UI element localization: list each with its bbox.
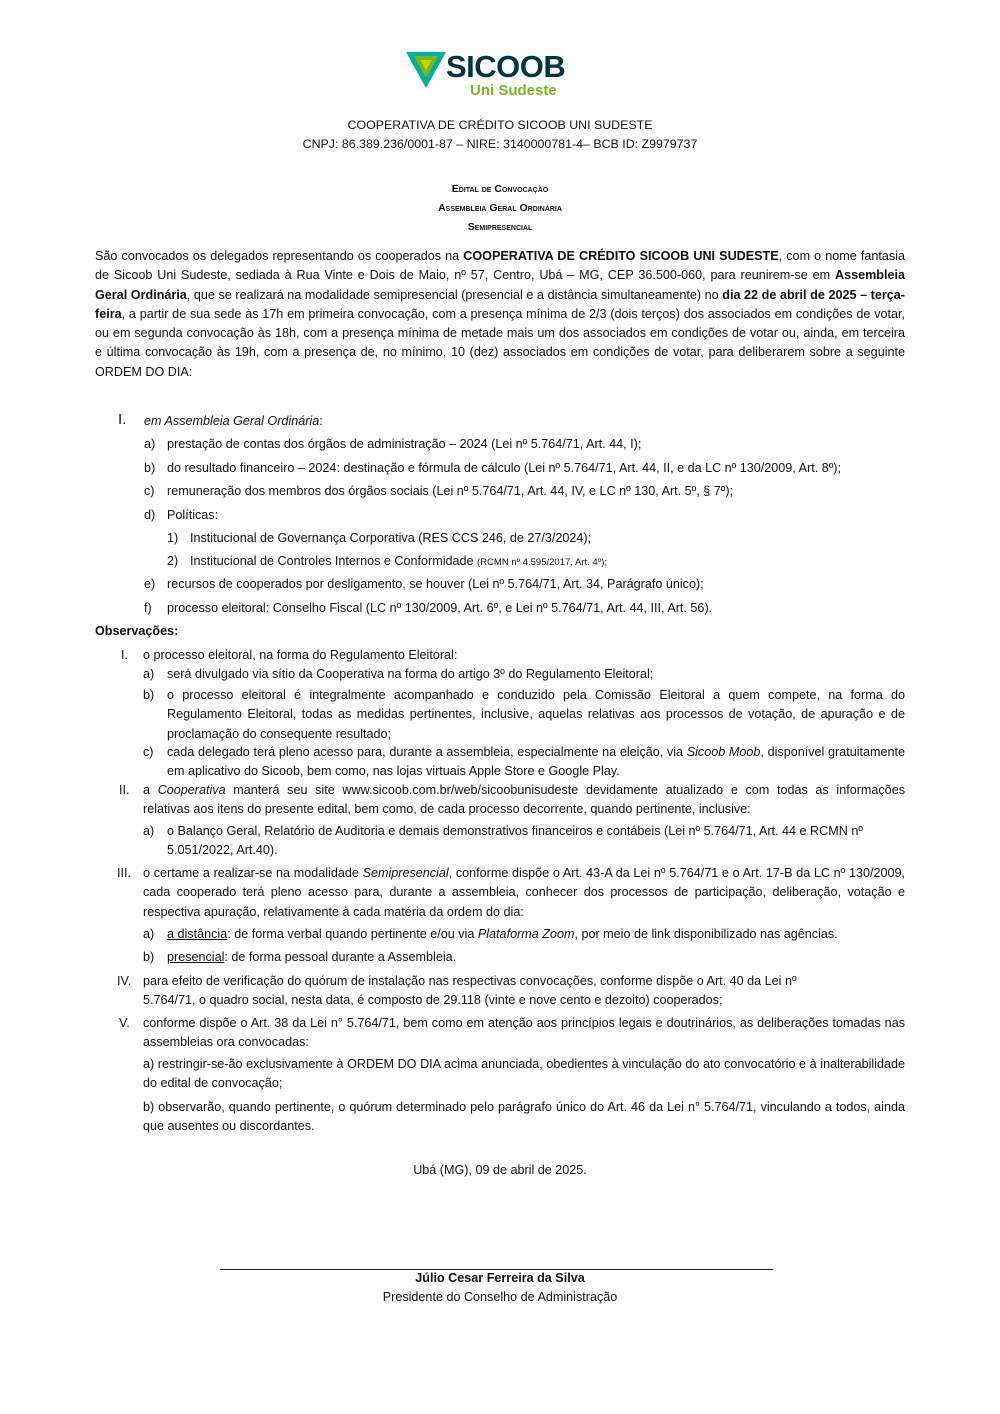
obs-heading: Observações: [95, 624, 179, 638]
obs-sub-marker: a) [143, 667, 155, 681]
obs-sub-item: o processo eleitoral é integralmente acompanhado e conduzido pela Comissão Eleitoral a quem compete, na forma do Regulamento Eleitoral, todas as medidas pertinentes, inclusive, aquelas relativas aos processos de votação, de apuração e de proclamação do consequente resultado; [167, 688, 905, 741]
signature-line [220, 1269, 773, 1270]
obs-deliberation-b: b) observarão, quando pertinente, o quórum determinado pelo parágrafo único do Art. 46 da Lei n° 5.764/71, vinculando a todos, ainda que ausentes ou discordantes. [143, 1100, 905, 1134]
org-name: COOPERATIVA DE CRÉDITO SICOOB UNI SUDESTE [347, 118, 653, 132]
intro-paragraph: São convocados os delegados representando os cooperados na COOPERATIVA DE CRÉDITO SICOOB UNI SUDESTE, com o nome fantasia de Sicoob Uni Sudeste, sediada à Rua Vinte e Dois de Maio, nº 57, Centro, Ubá – MG, CEP 36.500-060, para reunirem-se em Assembleia Geral Ordinária, que se realizará na modalidade semipresencial (presencial e a distância simultaneamente) no dia 22 de abril de 2025 – terça-feira, a partir de sua sede às 17h em primeira convocação, com a presença mínima de 2/3 (dois terços) dos associados em condições de votar, ou em segunda convocação às 18h, com a presença mínima de metade mais um dos associados em condições de votar ou, ainda, em terceira e última convocação às 19h, com a presença de, no mínimo, 10 (dez) associados em condições de votar, para deliberarem sobre a seguinte ORDEM DO DIA: [95, 249, 906, 379]
agenda-item-marker: f) [144, 601, 152, 615]
agenda-item: Políticas: [167, 508, 219, 522]
obs-marker: II. [119, 783, 130, 797]
agenda-heading: em Assembleia Geral Ordinária: [144, 414, 323, 428]
agenda-item-marker: d) [144, 508, 156, 522]
obs-marker: V. [119, 1016, 130, 1030]
obs-item: para efeito de verificação do quórum de instalação nas respectivas convocações, conforme dispõe o Art. 40 da Lei nº [143, 974, 797, 988]
logo-brand-text: SICOOB [446, 49, 566, 84]
agenda-item: processo eleitoral: Conselho Fiscal (LC nº 130/2009, Art. 6º, e Lei nº 5.764/71, Art. 44, III, Art. 56). [167, 601, 713, 615]
obs-sub-marker: b) [143, 688, 155, 702]
obs-sub-item: presencial: de forma pessoal durante a Assembleia. [167, 950, 457, 964]
agenda-item: prestação de contas dos órgãos de administração – 2024 (Lei nº 5.764/71, Art. 44, I); [167, 437, 642, 451]
doc-modality: Semipresencial [467, 221, 533, 233]
agenda-item: remuneração dos membros dos órgãos sociais (Lei nº 5.764/71, Art. 44, IV, e LC nº 130, Art. 5º, § 7º); [167, 484, 734, 498]
obs-sub-marker: a) [143, 824, 155, 838]
obs-marker: IV. [117, 974, 132, 988]
agenda-marker: I. [118, 411, 127, 428]
agenda-item-marker: a) [144, 437, 156, 451]
obs-item: o processo eleitoral, na forma do Regulamento Eleitoral: [143, 648, 458, 662]
agenda-item-marker: b) [144, 461, 156, 475]
logo-sub-text: Uni Sudeste [470, 82, 557, 99]
obs-sub-marker: a) [143, 927, 155, 941]
doc-subtitle: Assembleia Geral Ordinária [438, 202, 562, 214]
agenda-item: recursos de cooperados por desligamento, se houver (Lei nº 5.764/71, Art. 34, Parágrafo único); [167, 577, 704, 591]
doc-title: Edital de Convocação [451, 183, 549, 195]
obs-deliberation-a: a) restringir-se-ão exclusivamente à ORDEM DO DIA acima anunciada, obedientes à vinculação do ato convocatório e à inalterabilidade do edital de convocação; [143, 1057, 905, 1091]
obs-sub-item: cada delegado terá pleno acesso para, durante a assembleia, especialmente na eleição, via Sicoob Moob, disponível gratuitamente em aplicativo do Sicoob, bem como, nas lojas virtuais Apple Store e Google Play. [167, 745, 906, 779]
obs-item: conforme dispõe o Art. 38 da Lei n° 5.764/71, bem como em atenção aos princípios legais e doutrinários, as deliberações tomadas nas assembleias ora convocadas: [143, 1016, 905, 1050]
obs-sub-item: o Balanço Geral, Relatório de Auditoria e demais demonstrativos financeiros e contábeis (Lei nº 5.764/71, Art. 44 e RCMN nº 5.051/2022, Art.40). [167, 824, 863, 858]
agenda-item: do resultado financeiro – 2024: destinação e fórmula de cálculo (Lei nº 5.764/71, Art. 44, II, e da LC nº 130/2009, Art. 8º); [167, 461, 841, 475]
obs-item: o certame a realizar-se na modalidade Semipresencial, conforme dispõe o Art. 43-A da Lei nº 5.764/71 e o Art. 17-B da LC nº 130/2009, cada cooperado terá pleno acesso para, durante a assembleia, conhecer dos processos de participação, deliberação, votação e respectiva apuração, relativamente à cada matéria da ordem do dia: [143, 866, 905, 919]
policy-marker: 2) [167, 554, 179, 568]
policy-marker: 1) [167, 531, 179, 545]
obs-sub-item: a distância: de forma verbal quando pertinente e/ou via Plataforma Zoom, por meio de link disponibilizado nas agências. [167, 927, 838, 941]
signatory-role: Presidente do Conselho de Administração [382, 1290, 618, 1304]
org-ids: CNPJ: 86.389.236/0001-87 – NIRE: 3140000781-4– BCB ID: Z9979737 [302, 137, 698, 151]
obs-sub-marker: c) [143, 745, 154, 759]
obs-marker: III. [117, 866, 131, 880]
agenda-item-marker: c) [144, 484, 155, 498]
signatory-name: Júlio Cesar Ferreira da Silva [415, 1271, 585, 1285]
policy-item: Institucional de Governança Corporativa (RES CCS 246, de 27/3/2024); [190, 531, 592, 545]
obs-sub-marker: b) [143, 950, 155, 964]
sicoob-logo [406, 48, 576, 102]
sicoob-logo-icon [406, 52, 446, 92]
obs-item-cont: 5.764/71, o quadro social, nesta data, é composto de 29.118 (vinte e nove cento e dezoito) cooperados; [143, 993, 723, 1007]
obs-sub-item: será divulgado via sítio da Cooperativa na forma do artigo 3º do Regulamento Eleitoral; [167, 667, 654, 681]
agenda-item-marker: e) [144, 577, 156, 591]
policy-item: Institucional de Controles Internos e Conformidade (RCMN nº 4.595/2017, Art. 4º); [190, 554, 607, 568]
place-date: Ubá (MG), 09 de abril de 2025. [413, 1163, 587, 1177]
obs-marker: I. [121, 648, 128, 662]
obs-item: a Cooperativa manterá seu site www.sicoob.com.br/web/sicoobunisudeste devidamente atualizado e com todas as informações relativas aos itens do presente edital, bem como, de cada processo decorrente, quando pertinente, inclusive: [143, 783, 905, 817]
